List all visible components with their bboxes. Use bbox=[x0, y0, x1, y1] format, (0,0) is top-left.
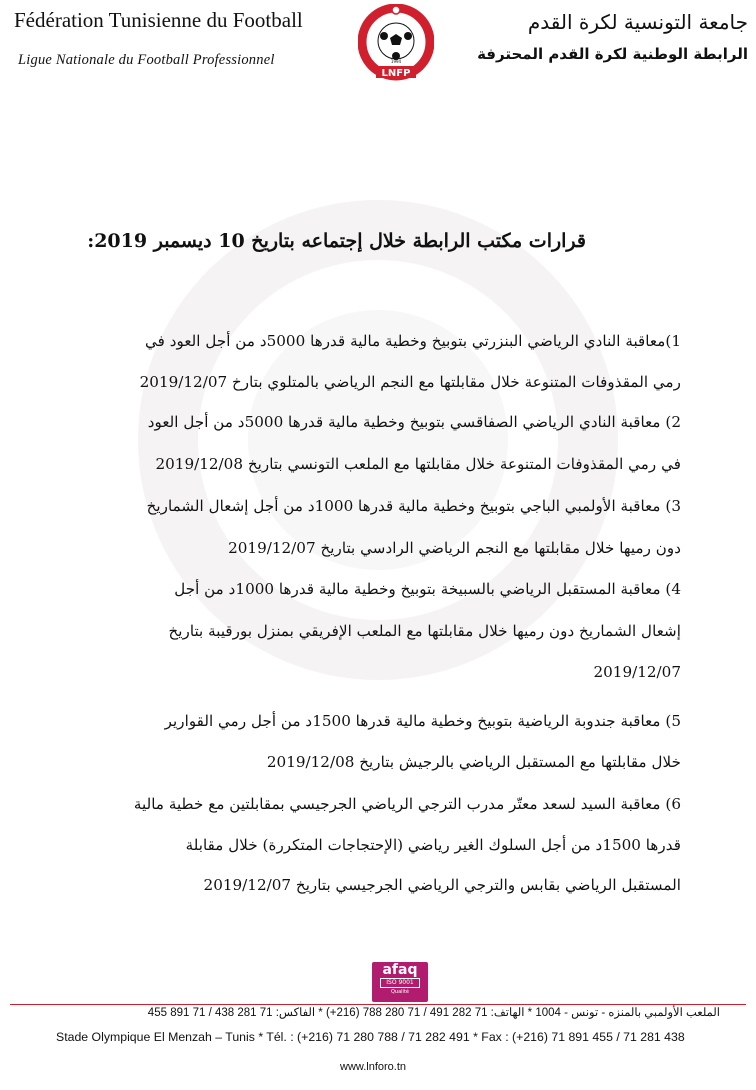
decision-line: رمي المقذوفات المتنوعة خلال مقابلتها مع النجم الرياضي بالمتلوي بتارخ 2019/12/07 bbox=[139, 373, 681, 391]
federation-name-ar: جامعة التونسية لكرة القدم bbox=[527, 10, 748, 34]
decision-line: قدرها 1500د من أجل السلوك الغير رياضي (الإحتجاجات المتكررة) خلال مقابلة bbox=[185, 836, 681, 854]
footer-address-ar: الملعب الأولمبي بالمنزه - تونس - 1004 * الهاتف: 71 282 491 / 71 280 788 (216+) * الفاكس: 71 281 438 / 71 891 455 bbox=[147, 1007, 720, 1019]
afaq-brand: afaq bbox=[382, 962, 418, 978]
decision-line: خلال مقابلتها مع المستقبل الرياضي بالرجيش بتاريخ 2019/12/08 bbox=[266, 753, 681, 771]
logo-year: 1994 bbox=[390, 59, 402, 64]
decision-line: إشعال الشماريخ دون رميها خلال مقابلتها مع الملعب الإفريقي بمنزل بورقيبة بتاريخ bbox=[168, 622, 681, 640]
decision-line: 4) معاقبة المستقبل الرياضي بالسبيخة بتوبيخ وخطية مالية قدرها 1000د من أجل bbox=[174, 580, 681, 598]
decision-line: 2019/12/07 bbox=[593, 663, 681, 681]
football-patch bbox=[404, 32, 412, 40]
document-title: قرارات مكتب الرابطة خلال إجتماعه بتاريخ 10 ديسمبر 2019: bbox=[87, 230, 586, 252]
decision-line: 6) معاقبة السيد لسعد معتّر مدرب الترجي الرياضي الجرجيسي بمقابلتين مع خطية مالية bbox=[133, 795, 681, 813]
decision-line: دون رميها خلال مقابلتها مع النجم الرياضي الرادسي بتاريخ 2019/12/07 bbox=[228, 539, 681, 557]
decision-line: 5) معاقبة جندوبة الرياضية بتوبيخ وخطية مالية قدرها 1500د من أجل رمي القوارير bbox=[164, 712, 681, 730]
league-name-fr: Ligue Nationale du Football Professionnel bbox=[18, 52, 275, 68]
footer-address-fr: Stade Olympique El Menzah – Tunis * Tél. : (+216) 71 280 788 / 71 282 491 * Fax : (+216) 71 891 455 / 71 281 438 bbox=[56, 1030, 685, 1044]
footer-website-link[interactable]: www.lnforo.tn bbox=[340, 1061, 407, 1073]
decision-line: في رمي المقذوفات المتنوعة خلال مقابلتها مع الملعب التونسي بتاريخ 2019/12/08 bbox=[155, 455, 681, 473]
logo-lnfp-text: LNFP bbox=[381, 68, 411, 79]
lnfp-logo-icon bbox=[358, 4, 434, 84]
decision-line: المستقبل الرياضي بقابس والترجي الرياضي الجرجيسي بتاريخ 2019/12/07 bbox=[203, 876, 681, 894]
afaq-standard: ISO 9001 bbox=[380, 978, 420, 988]
decision-line: 3) معاقبة الأولمبي الباجي بتوبيخ وخطية مالية قدرها 1000د من أجل إشعال الشماريخ bbox=[146, 497, 681, 515]
federation-name-fr: Fédération Tunisienne du Football bbox=[14, 8, 303, 32]
afaq-iso-badge-icon bbox=[372, 962, 428, 1002]
decision-line: 1)معاقبة النادي الرياضي البنزرتي بتوبيخ وخطية مالية قدرها 5000د من أجل العود في bbox=[145, 332, 681, 350]
football-patch bbox=[380, 32, 388, 40]
afaq-label: Qualité bbox=[391, 989, 409, 995]
league-name-ar: الرابطة الوطنية لكرة القدم المحترفة bbox=[477, 45, 748, 63]
flag-crescent-icon bbox=[392, 6, 400, 14]
decision-line: 2) معاقبة النادي الرياضي الصفاقسي بتوبيخ وخطية مالية قدرها 5000د من أجل العود bbox=[147, 413, 681, 431]
